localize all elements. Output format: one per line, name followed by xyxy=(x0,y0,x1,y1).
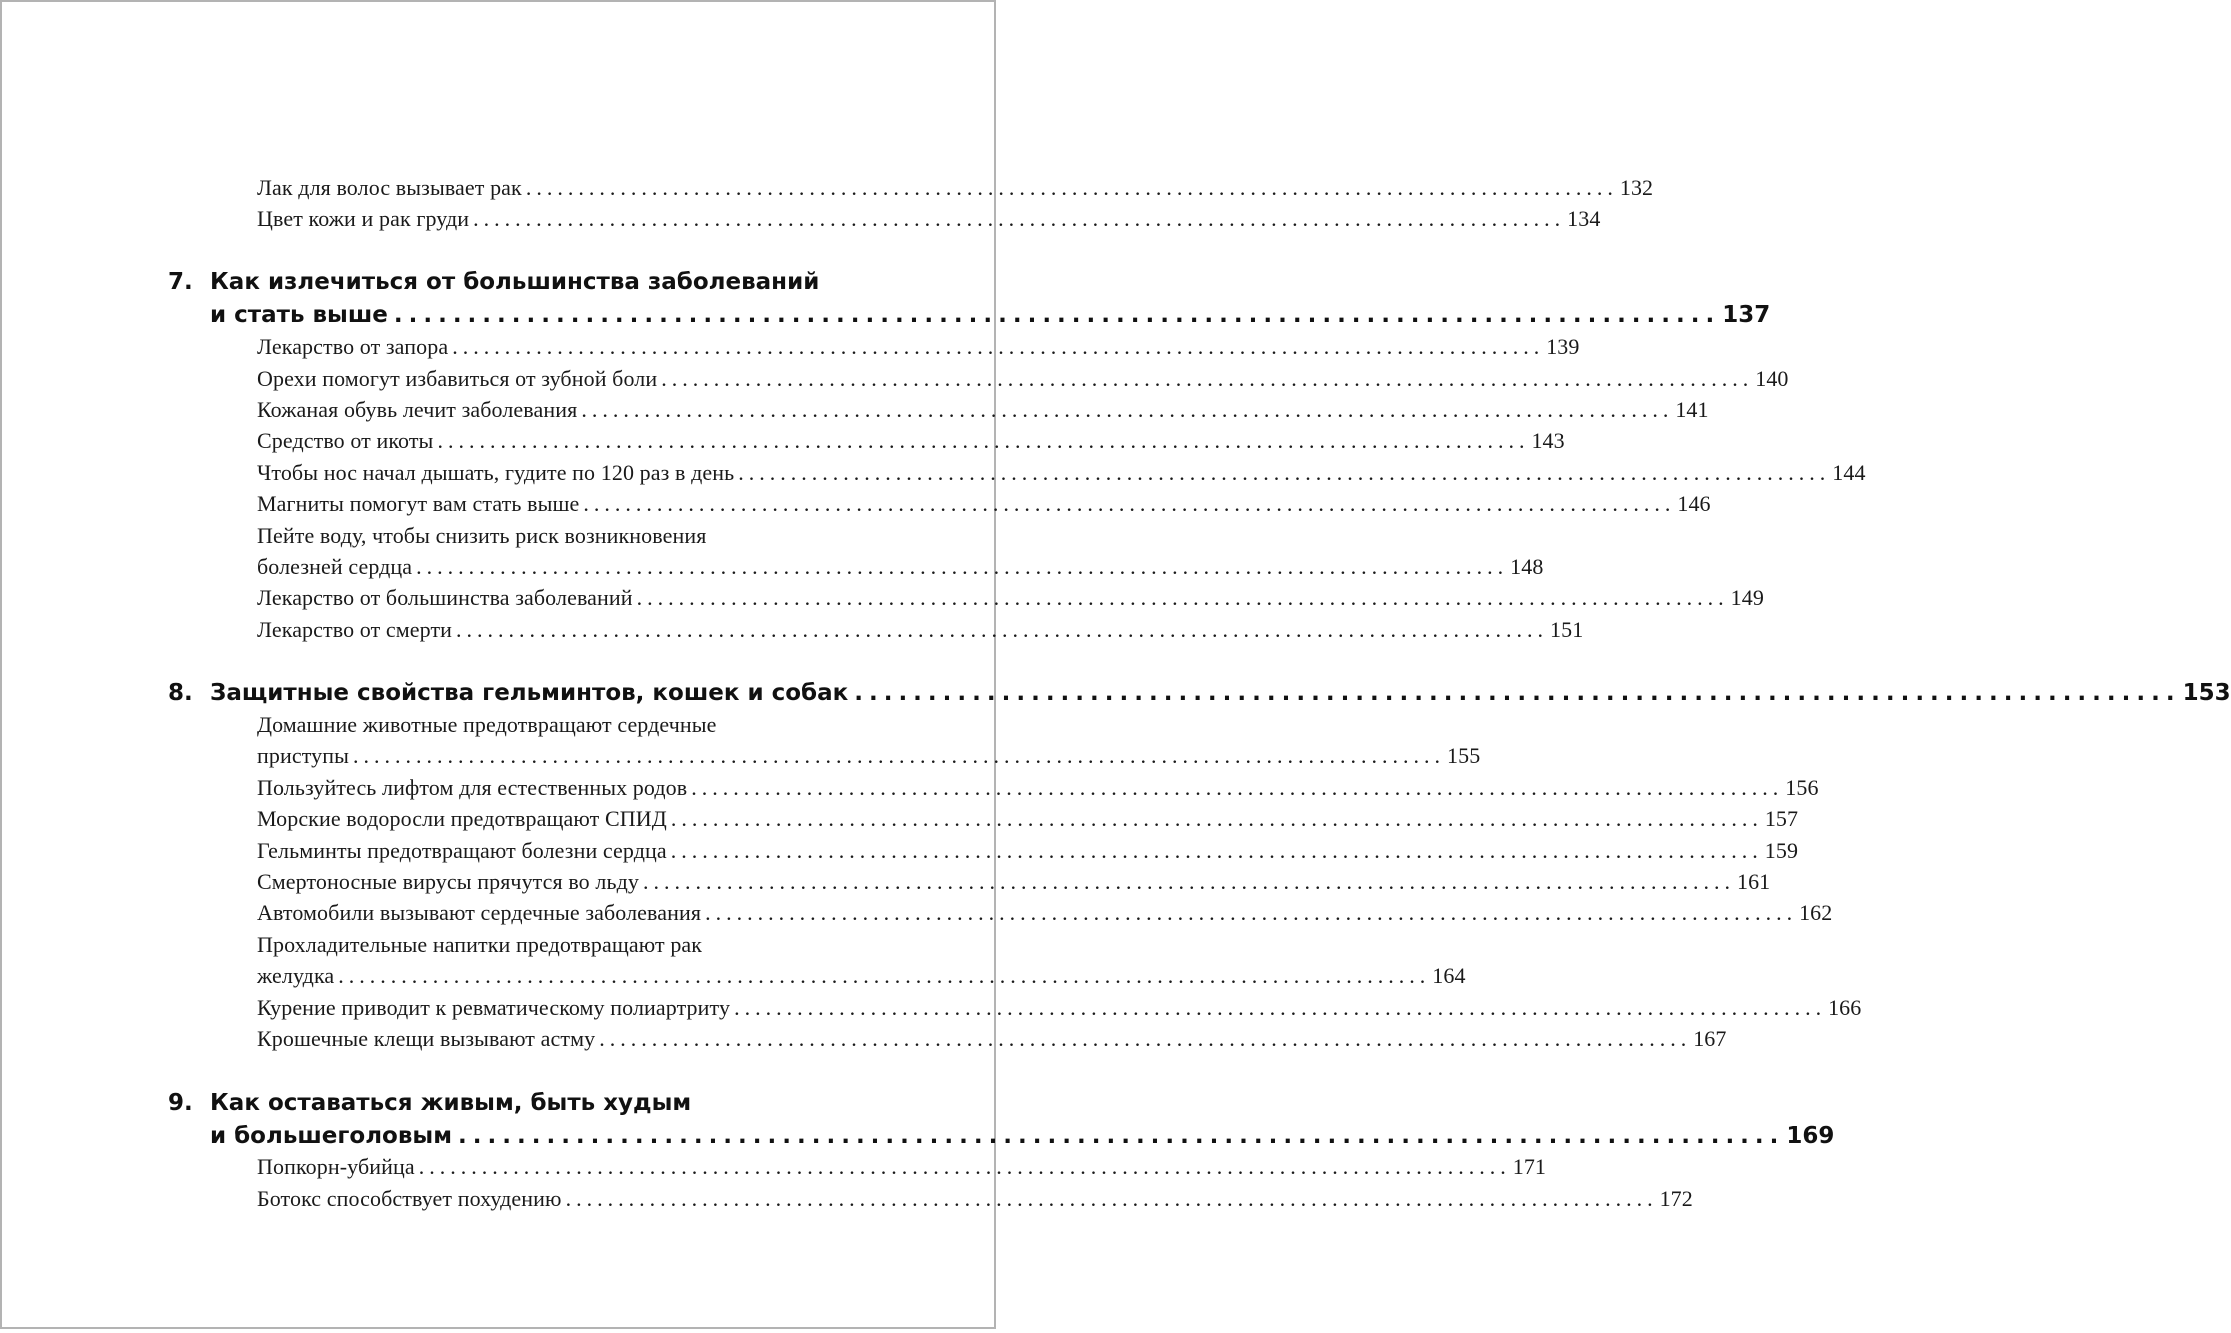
toc-entry-title: болезней сердца xyxy=(257,554,413,579)
toc-entry-title: Крошечные клещи вызывают астму xyxy=(257,1026,596,1051)
toc-entry-title: Попкорн-убийца xyxy=(257,1154,415,1179)
leader-dots: ........................................................................................................ xyxy=(437,428,1530,453)
leader-dots: ........................................................................................................ xyxy=(525,175,1618,200)
toc-entry-title: Орехи помогут избавиться от зубной боли xyxy=(257,366,658,391)
toc-entry xyxy=(257,203,1601,235)
toc-entry xyxy=(257,1151,1547,1183)
toc-page-number: 167 xyxy=(1693,1026,1727,1051)
toc-entry xyxy=(257,363,1789,395)
toc-entry xyxy=(257,331,1580,363)
toc-entry-title: Магниты помогут вам стать выше xyxy=(257,491,580,516)
toc-page-number: 141 xyxy=(1675,397,1709,422)
leader-dots: ........................................................................................................ xyxy=(416,554,1509,579)
leader-dots: .......................................................................................... xyxy=(458,1123,1785,1149)
toc-entry-continued xyxy=(257,551,1544,583)
toc-page-number: 148 xyxy=(1510,554,1544,579)
toc-entry xyxy=(257,394,1709,426)
chapter-heading-continued xyxy=(210,1119,1835,1153)
toc-page-number: 134 xyxy=(1567,206,1601,231)
leader-dots: ........................................................................................................ xyxy=(691,775,1784,800)
leader-dots: ........................................................................................................ xyxy=(670,806,1763,831)
leader-dots: ........................................................................................................ xyxy=(734,995,1827,1020)
toc-entry-title: Морские водоросли предотвращают СПИД xyxy=(257,806,667,831)
toc-entry-title: Смертоносные вирусы прячутся во льду xyxy=(257,869,639,894)
toc-entry-title: Пользуйтесь лифтом для естественных родов xyxy=(257,775,688,800)
toc-entry xyxy=(257,929,867,961)
toc-entry-title: Чтобы нос начал дышать, гудите по 120 раз в день xyxy=(257,460,735,485)
toc-entry xyxy=(257,425,1565,457)
chapter-number: 9. xyxy=(168,1090,193,1116)
toc-entry-title: Цвет кожи и рак груди xyxy=(257,206,470,231)
toc-entry-title: Лекарство от смерти xyxy=(257,617,453,642)
toc-page-number: 162 xyxy=(1799,900,1833,925)
toc-entry xyxy=(257,614,1584,646)
toc-entry xyxy=(257,1023,1727,1055)
toc-page-number: 151 xyxy=(1550,617,1584,642)
leader-dots: ........................................................................................................ xyxy=(705,900,1798,925)
toc-entry xyxy=(257,520,867,552)
toc-page-number: 144 xyxy=(1832,460,1866,485)
toc-entry-title: Автомобили вызывают сердечные заболевания xyxy=(257,900,702,925)
leader-dots: ........................................................................................................ xyxy=(581,397,1674,422)
chapter-number: 7. xyxy=(168,269,193,295)
toc-entry-title: Курение приводит к ревматическому полиартриту xyxy=(257,995,731,1020)
toc-entry xyxy=(257,457,1866,489)
toc-entry-title: Лекарство от запора xyxy=(257,334,449,359)
toc-entry xyxy=(257,582,1764,614)
toc-entry xyxy=(257,488,1711,520)
toc-entry-title: Ботокс способствует похудению xyxy=(257,1186,562,1211)
chapter-title: и стать выше xyxy=(210,302,388,328)
leader-dots: ........................................................................................................ xyxy=(473,206,1566,231)
leader-dots: ........................................................................................................ xyxy=(636,585,1729,610)
toc-entry xyxy=(257,1183,1693,1215)
leader-dots: ........................................................................................................ xyxy=(353,743,1445,768)
leader-dots: ........................................................................................................ xyxy=(583,491,1676,516)
leader-dots: ........................................................................................................ xyxy=(565,1186,1658,1211)
chapter-title: и большеголовым xyxy=(210,1123,453,1149)
leader-dots: ........................................................................................................ xyxy=(642,869,1735,894)
leader-dots: .......................................................................................... xyxy=(854,680,2181,706)
toc-entry xyxy=(257,803,1799,835)
chapter-title: Как оставаться живым, быть худым xyxy=(210,1090,692,1116)
toc-entry xyxy=(257,866,1771,898)
toc-entry-continued xyxy=(257,740,1481,772)
chapter-page-number: 153 xyxy=(2182,680,2231,706)
toc-page-number: 157 xyxy=(1764,806,1799,831)
toc-entry-title: Прохладительные напитки предотвращают рак xyxy=(257,932,703,957)
chapter-heading xyxy=(168,1086,910,1120)
chapter-heading xyxy=(168,676,2231,710)
leader-dots: ........................................................................................................ xyxy=(661,366,1754,391)
leader-dots: ........................................................................................................ xyxy=(738,460,1831,485)
leader-dots: ........................................................................................................ xyxy=(599,1026,1692,1051)
toc-page-number: 166 xyxy=(1828,995,1862,1020)
toc-entry-title: Домашние животные предотвращают сердечные xyxy=(257,712,717,737)
toc-page-number: 156 xyxy=(1785,775,1819,800)
chapter-heading-continued xyxy=(210,298,1771,332)
leader-dots: ........................................................................................................ xyxy=(456,617,1549,642)
toc-entry-title: Кожаная обувь лечит заболевания xyxy=(257,397,578,422)
chapter-heading xyxy=(168,265,910,299)
leader-dots: ........................................................................................................ xyxy=(670,838,1763,863)
chapter-title: Как излечиться от большинства заболеваний xyxy=(210,269,820,295)
toc-entry-title: Гельминты предотвращают болезни сердца xyxy=(257,838,667,863)
toc-page-number: 171 xyxy=(1512,1154,1547,1179)
toc-page-number: 143 xyxy=(1531,428,1565,453)
toc-entry xyxy=(257,835,1799,867)
toc-entry-continued xyxy=(257,960,1466,992)
toc-page-number: 155 xyxy=(1447,743,1481,768)
toc-page-number: 146 xyxy=(1677,491,1711,516)
toc-entry-title: Лак для волос вызывает рак xyxy=(257,175,522,200)
toc-page-number: 172 xyxy=(1659,1186,1693,1211)
leader-dots: ........................................................................................................ xyxy=(338,963,1431,988)
toc-page-number: 159 xyxy=(1764,838,1799,863)
leader-dots: ........................................................................................................ xyxy=(452,334,1545,359)
chapter-page-number: 169 xyxy=(1786,1123,1835,1149)
leader-dots: ........................................................................................................ xyxy=(418,1154,1511,1179)
toc-entry-title: Средство от икоты xyxy=(257,428,434,453)
toc-entry-title: приступы xyxy=(257,743,349,768)
toc-entry xyxy=(257,992,1862,1024)
toc-page-number: 132 xyxy=(1619,175,1654,200)
toc-entry-title: Лекарство от большинства заболеваний xyxy=(257,585,633,610)
toc-page-number: 164 xyxy=(1432,963,1466,988)
chapter-page-number: 137 xyxy=(1722,302,1771,328)
toc-entry xyxy=(257,772,1819,804)
leader-dots: .......................................................................................... xyxy=(393,302,1721,328)
chapter-number: 8. xyxy=(168,680,193,706)
toc-entry-title: Пейте воду, чтобы снизить риск возникновения xyxy=(257,523,707,548)
toc-page-number: 161 xyxy=(1736,869,1771,894)
toc-entry-title: желудка xyxy=(257,963,335,988)
toc-entry xyxy=(257,709,867,741)
toc-entry xyxy=(257,172,1654,204)
toc-page-number: 149 xyxy=(1730,585,1764,610)
toc-page-number: 139 xyxy=(1546,334,1580,359)
toc-entry xyxy=(257,897,1833,929)
toc-page-number: 140 xyxy=(1755,366,1789,391)
chapter-title: Защитные свойства гельминтов, кошек и собак xyxy=(210,680,849,706)
